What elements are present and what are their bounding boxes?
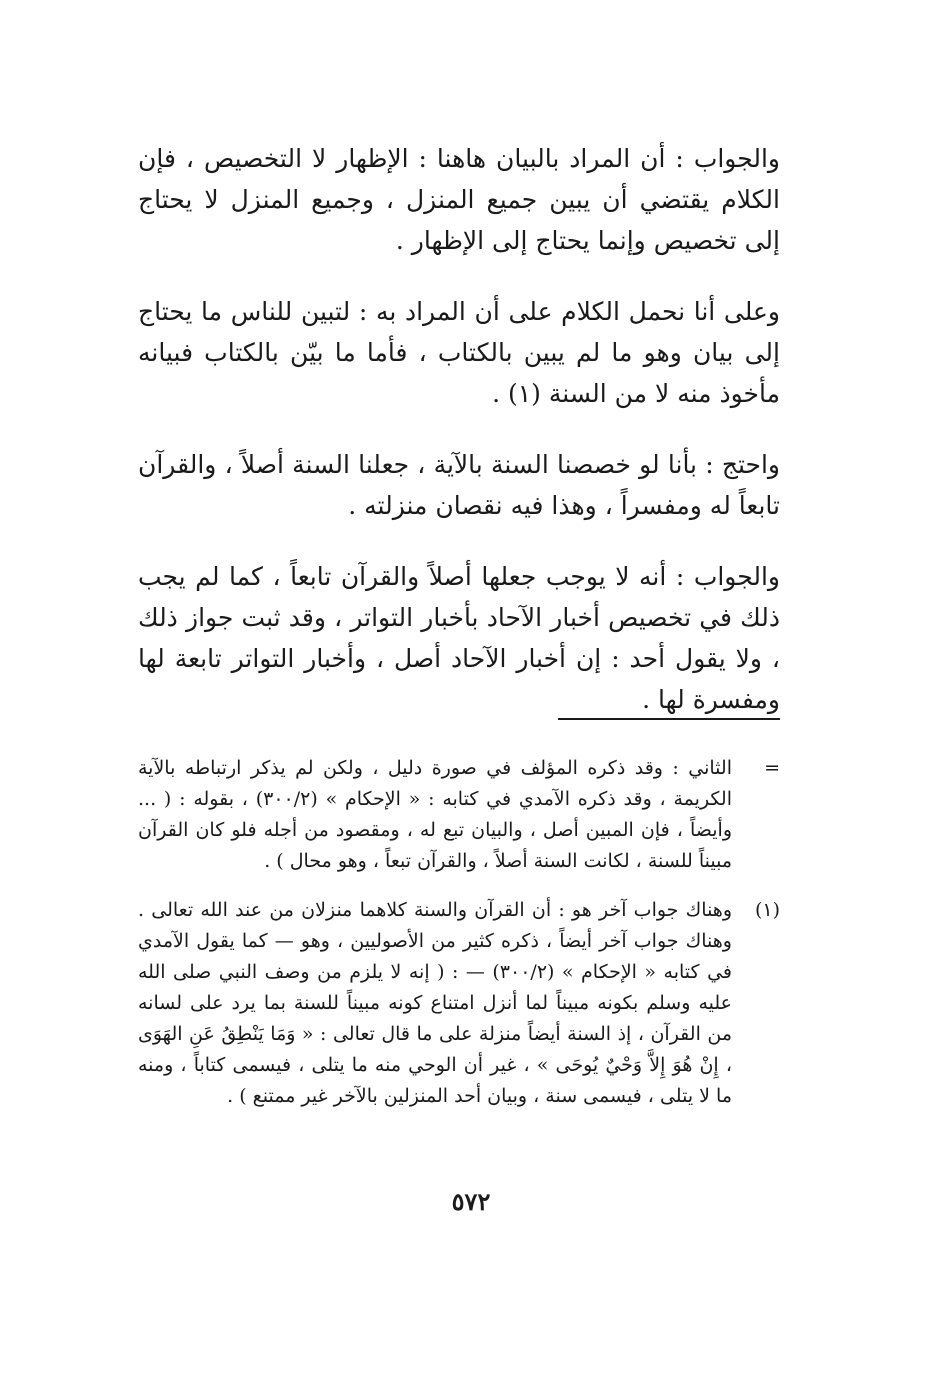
- page-number: ٥٧٢: [451, 1187, 491, 1216]
- footnote-continuation-mark: =: [764, 757, 780, 779]
- footnote-number: (١): [754, 899, 780, 921]
- footnote-text: وهناك جواب آخر هو : أن القرآن والسنة كلاهما منزلان من عند الله تعالى . وهناك جواب آخر أيضاً ، ذكره كثير من الأصوليين ، وهو — كما يقول الآمدي في كتابه « الإحكام » (٣٠٠/٢) — : ( إنه لا يلزم من وصف النبي صلى الله عليه وسلم بكونه مبيناً لما أنزل امتناع كونه مبيناً للسنة بما يرد على لسانه من القرآن ، إذ السنة أيضاً منزلة على ما قال تعالى : « وَمَا يَنْطِقُ عَنِ الهَوَى ، إِنْ هُوَ إِلاَّ وَحْيٌ يُوحَى » ، غير أن الوحي منه ما يتلى ، فيسمى كتاباً ، ومنه ما لا يتلى ، فيسمى سنة ، وبيان أحد المنزلين بالآخر غير ممتنع ) .: [138, 899, 732, 1107]
- paragraph: والجواب : أنه لا يوجب جعلها أصلاً والقرآن تابعاً ، كما لم يجب ذلك في تخصيص أخبار الآحاد بأخبار التواتر ، وقد ثبت جواز ذلك ، ولا يقول أحد : إن أخبار الآحاد أصل ، وأخبار التواتر تابعة لها ومفسرة لها .: [138, 562, 780, 714]
- footnote-1: [138, 895, 780, 1112]
- main-text: [138, 138, 780, 750]
- paragraph: وعلى أنا نحمل الكلام على أن المراد به : لتبين للناس ما يحتاج إلى بيان وهو ما لم يبين بالكتاب ، فأما ما بيّن بالكتاب فبيانه مأخوذ منه لا من السنة (١) .: [138, 297, 780, 408]
- footnote-continued: [138, 753, 780, 877]
- paragraph: والجواب : أن المراد بالبيان هاهنا : الإظهار لا التخصيص ، فإن الكلام يقتضي أن يبين جميع المنزل ، وجميع المنزل لا يحتاج إلى تخصيص وإنما يحتاج إلى الإظهار .: [138, 144, 780, 255]
- footnote-text: الثاني : وقد ذكره المؤلف في صورة دليل ، ولكن لم يذكر ارتباطه بالآية الكريمة ، وقد ذكره الآمدي في كتابه : « الإحكام » (٣٠٠/٢) ، بقوله : ( ... وأيضاً ، فإن المبين أصل ، والبيان تبع له ، ومقصود من أجله فلو كان القرآن مبيناً للسنة ، لكانت السنة أصلاً ، والقرآن تبعاً ، وهو محال ) .: [138, 757, 732, 872]
- footnote-separator: [558, 718, 780, 720]
- paragraph: واحتج : بأنا لو خصصنا السنة بالآية ، جعلنا السنة أصلاً ، والقرآن تابعاً له ومفسراً ، وهذا فيه نقصان منزلته .: [138, 450, 780, 520]
- footnotes: [138, 753, 780, 1130]
